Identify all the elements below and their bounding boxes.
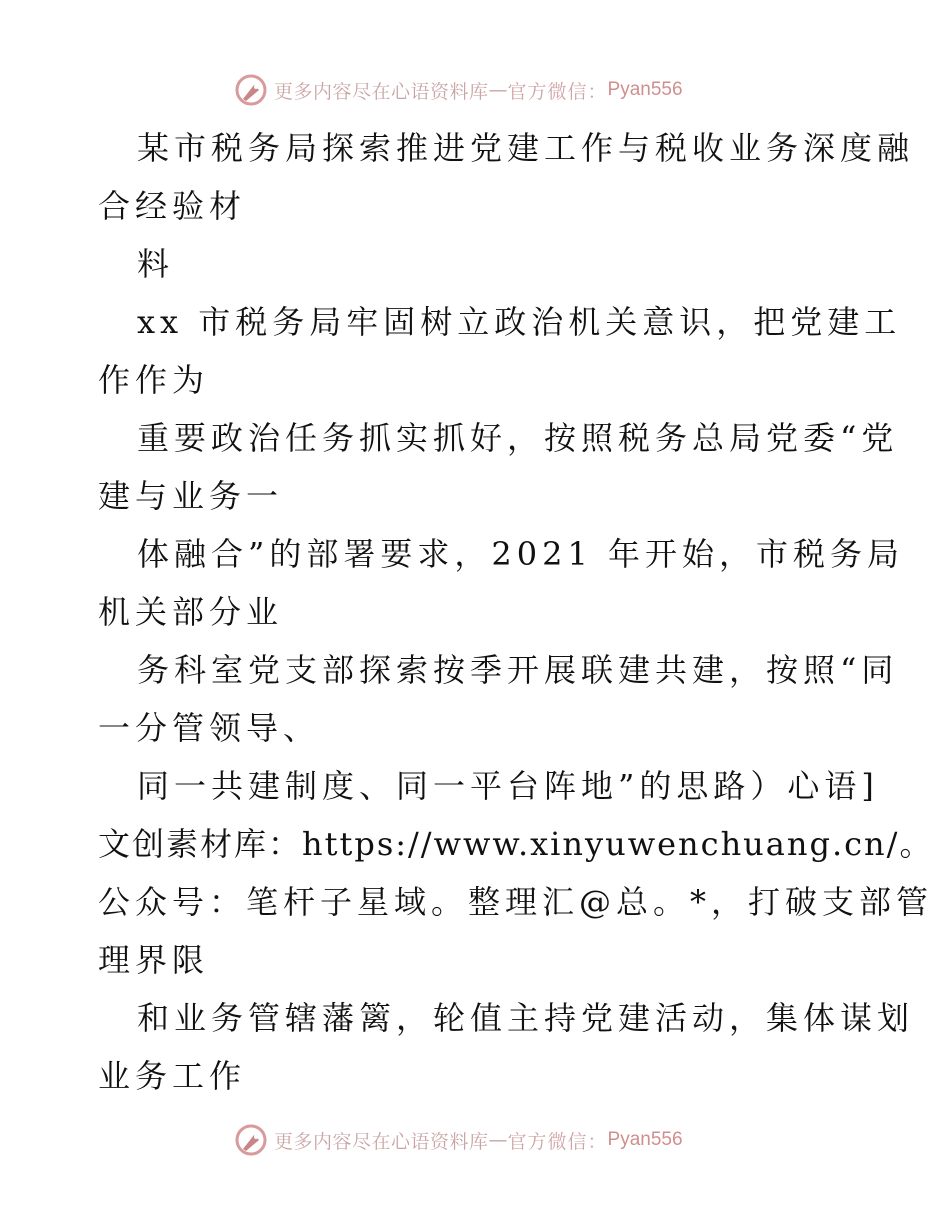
text-line: 重要政治任务抓实抓好，按照税务总局党委“党 [137, 419, 899, 457]
watermark-main-text: 更多内容尽在心语资料库 [274, 80, 489, 103]
footer-watermark [234, 1120, 683, 1160]
watermark-wechat-label: 官方微信： [507, 1130, 608, 1153]
text-line: 某市税务局探索推进党建工作与税收业务深度融 [137, 129, 915, 167]
header-watermark [234, 70, 683, 110]
watermark-dash: — [488, 79, 508, 101]
text-line: 理界限 [98, 941, 210, 979]
text-line: 料 [137, 245, 175, 283]
watermark-main-text: 更多内容尽在心语资料库 [274, 1130, 489, 1153]
watermark-wechat-id: Pyan556 [607, 1129, 683, 1150]
text-line: 一分管领导、 [98, 709, 321, 747]
text-line: 作作为 [98, 361, 210, 399]
text-line: 建与业务一 [98, 477, 284, 515]
watermark-wechat-id: Pyan556 [607, 79, 683, 100]
pen-nib-logo-icon [234, 73, 268, 107]
text-line: 合经验材 [98, 187, 247, 225]
watermark-dash: — [488, 1129, 508, 1151]
text-line: 业务工作 [98, 1057, 247, 1095]
text-line: 机关部分业 [98, 593, 284, 631]
text-line: 和业务管辖藩篱，轮值主持党建活动，集体谋划 [137, 999, 915, 1037]
text-line: 同一共建制度、同一平台阵地”的思路）心语] [137, 767, 879, 805]
watermark-wechat-label: 官方微信： [507, 80, 608, 103]
text-line: 体融合”的部署要求，2021 年开始，市税务局 [137, 535, 904, 573]
text-line-url: 文创素材库：https://www.xinyuwenchuang.cn/。 [98, 825, 934, 863]
text-line: 务科室党支部探索按季开展联建共建，按照“同 [137, 651, 899, 689]
text-line: 公众号：笔杆子星域。整理汇@总。*，打破支部管 [98, 883, 934, 921]
text-line: xx 市税务局牢固树立政治机关意识，把党建工 [137, 303, 902, 341]
pen-nib-logo-icon [234, 1123, 268, 1157]
